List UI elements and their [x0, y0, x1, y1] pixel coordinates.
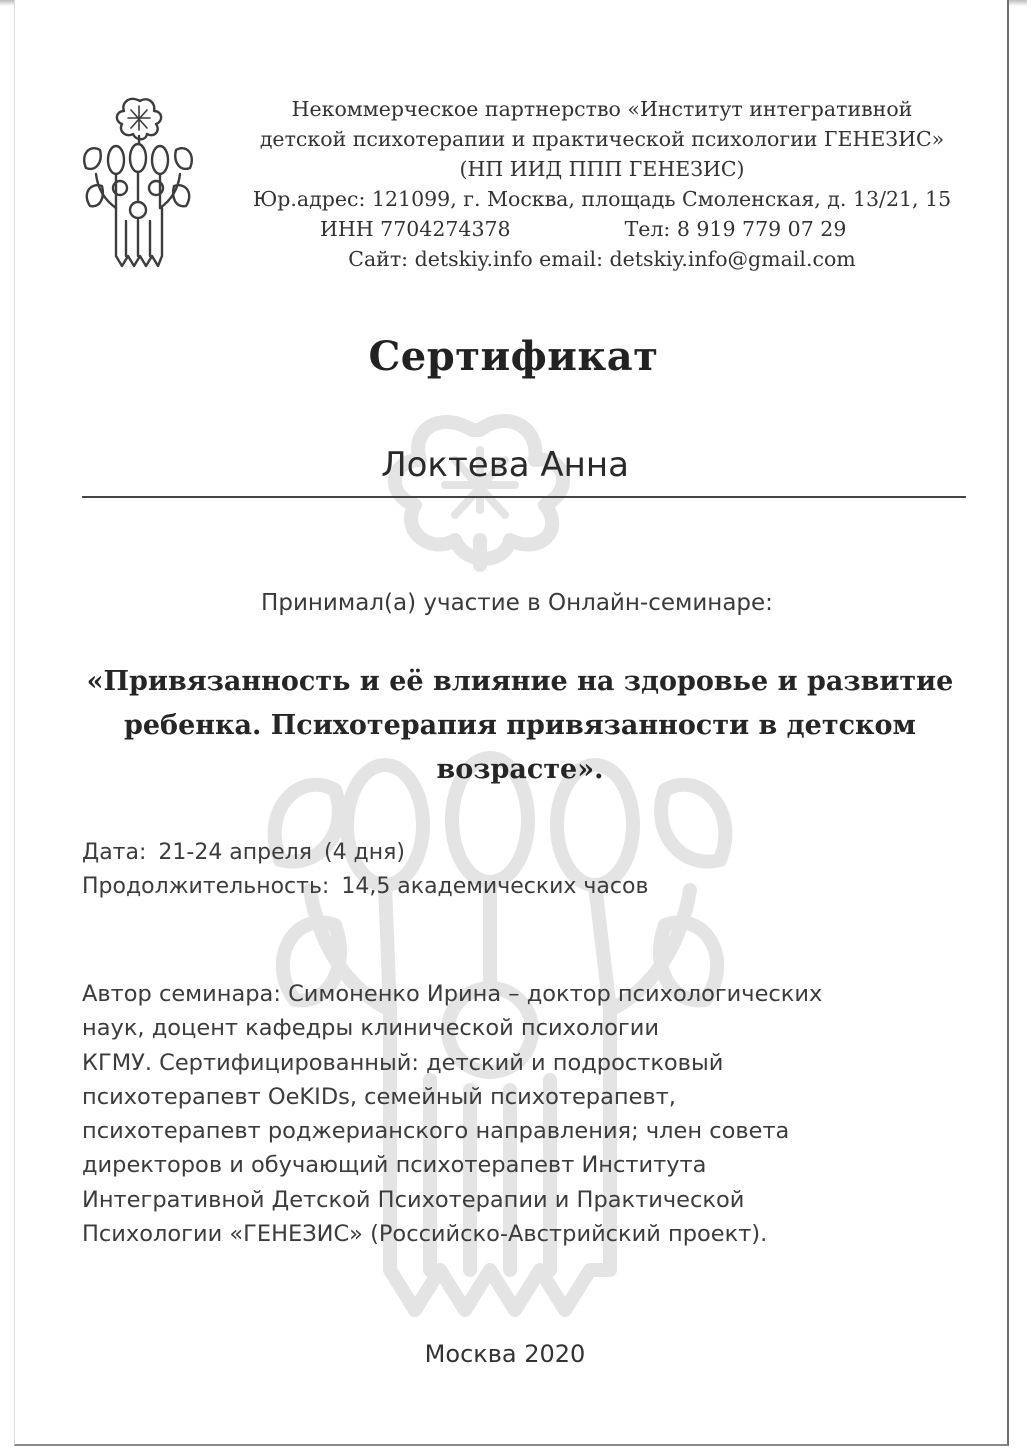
duration-row — [82, 870, 648, 904]
org-inn: ИНН 7704274378 — [320, 217, 511, 241]
seminar-title-line: «Привязанность и её влияние на здоровье и развитие — [86, 666, 954, 697]
author-line: Интегративной Детской Психотерапии и Практической — [82, 1186, 745, 1213]
date-row — [82, 836, 648, 870]
org-line-address: Юр.адрес: 121099, г. Москва, площадь Смоленская, д. 13/21, 15 — [252, 187, 952, 211]
org-line-inn-phone — [222, 214, 982, 244]
seminar-info — [82, 836, 648, 904]
organization-header — [222, 94, 982, 274]
org-line-name-1: Некоммерческое партнерство «Институт интегративной — [291, 97, 913, 121]
participation-text: Принимал(а) участие в Онлайн-семинаре: — [261, 590, 773, 616]
author-line: психотерапевт OeKIDs, семейный психотерапевт, — [82, 1083, 676, 1110]
author-line: Психологии «ГЕНЕЗИС» (Российско-Австрийский проект). — [82, 1221, 768, 1248]
recipient-name: Локтева Анна — [381, 445, 629, 485]
date-label: Дата: — [82, 840, 147, 865]
duration-value: 14,5 академических часов — [341, 874, 649, 899]
duration-label: Продолжительность: — [82, 874, 330, 899]
org-line-site-email: Сайт: detskiy.info email: detskiy.info@gmail.com — [348, 247, 856, 271]
genesis-tree-family-logo-icon — [76, 96, 200, 272]
seminar-title-line: ребенка. Психотерапия привязанности в детском — [124, 710, 916, 741]
certificate-title: Сертификат — [368, 333, 659, 380]
author-line: КГМУ. Сертифицированный: детский и подростковый — [82, 1049, 724, 1076]
date-note: (4 дня) — [323, 840, 405, 865]
date-value: 21-24 апреля — [158, 840, 312, 865]
recipient-underline — [82, 496, 966, 498]
author-line: психотерапевт роджерианского направления; член совета — [82, 1118, 790, 1145]
place-year: Москва 2020 — [424, 1340, 586, 1368]
seminar-title — [70, 660, 970, 792]
author-line: наук, доцент кафедры клинической психологии — [82, 1015, 659, 1042]
author-line: Автор семинара: Симоненко Ирина – доктор психологических — [82, 981, 823, 1007]
org-line-abbreviation: (НП ИИД ППП ГЕНЕЗИС) — [459, 157, 745, 181]
seminar-title-line: возрасте». — [436, 754, 604, 785]
author-description — [82, 977, 982, 1251]
org-line-name-2: детской психотерапии и практической психологии ГЕНЕЗИС» — [259, 127, 945, 151]
author-line: директоров и обучающий психотерапевт Института — [82, 1152, 707, 1179]
org-phone: Тел: 8 919 779 07 29 — [624, 217, 847, 241]
